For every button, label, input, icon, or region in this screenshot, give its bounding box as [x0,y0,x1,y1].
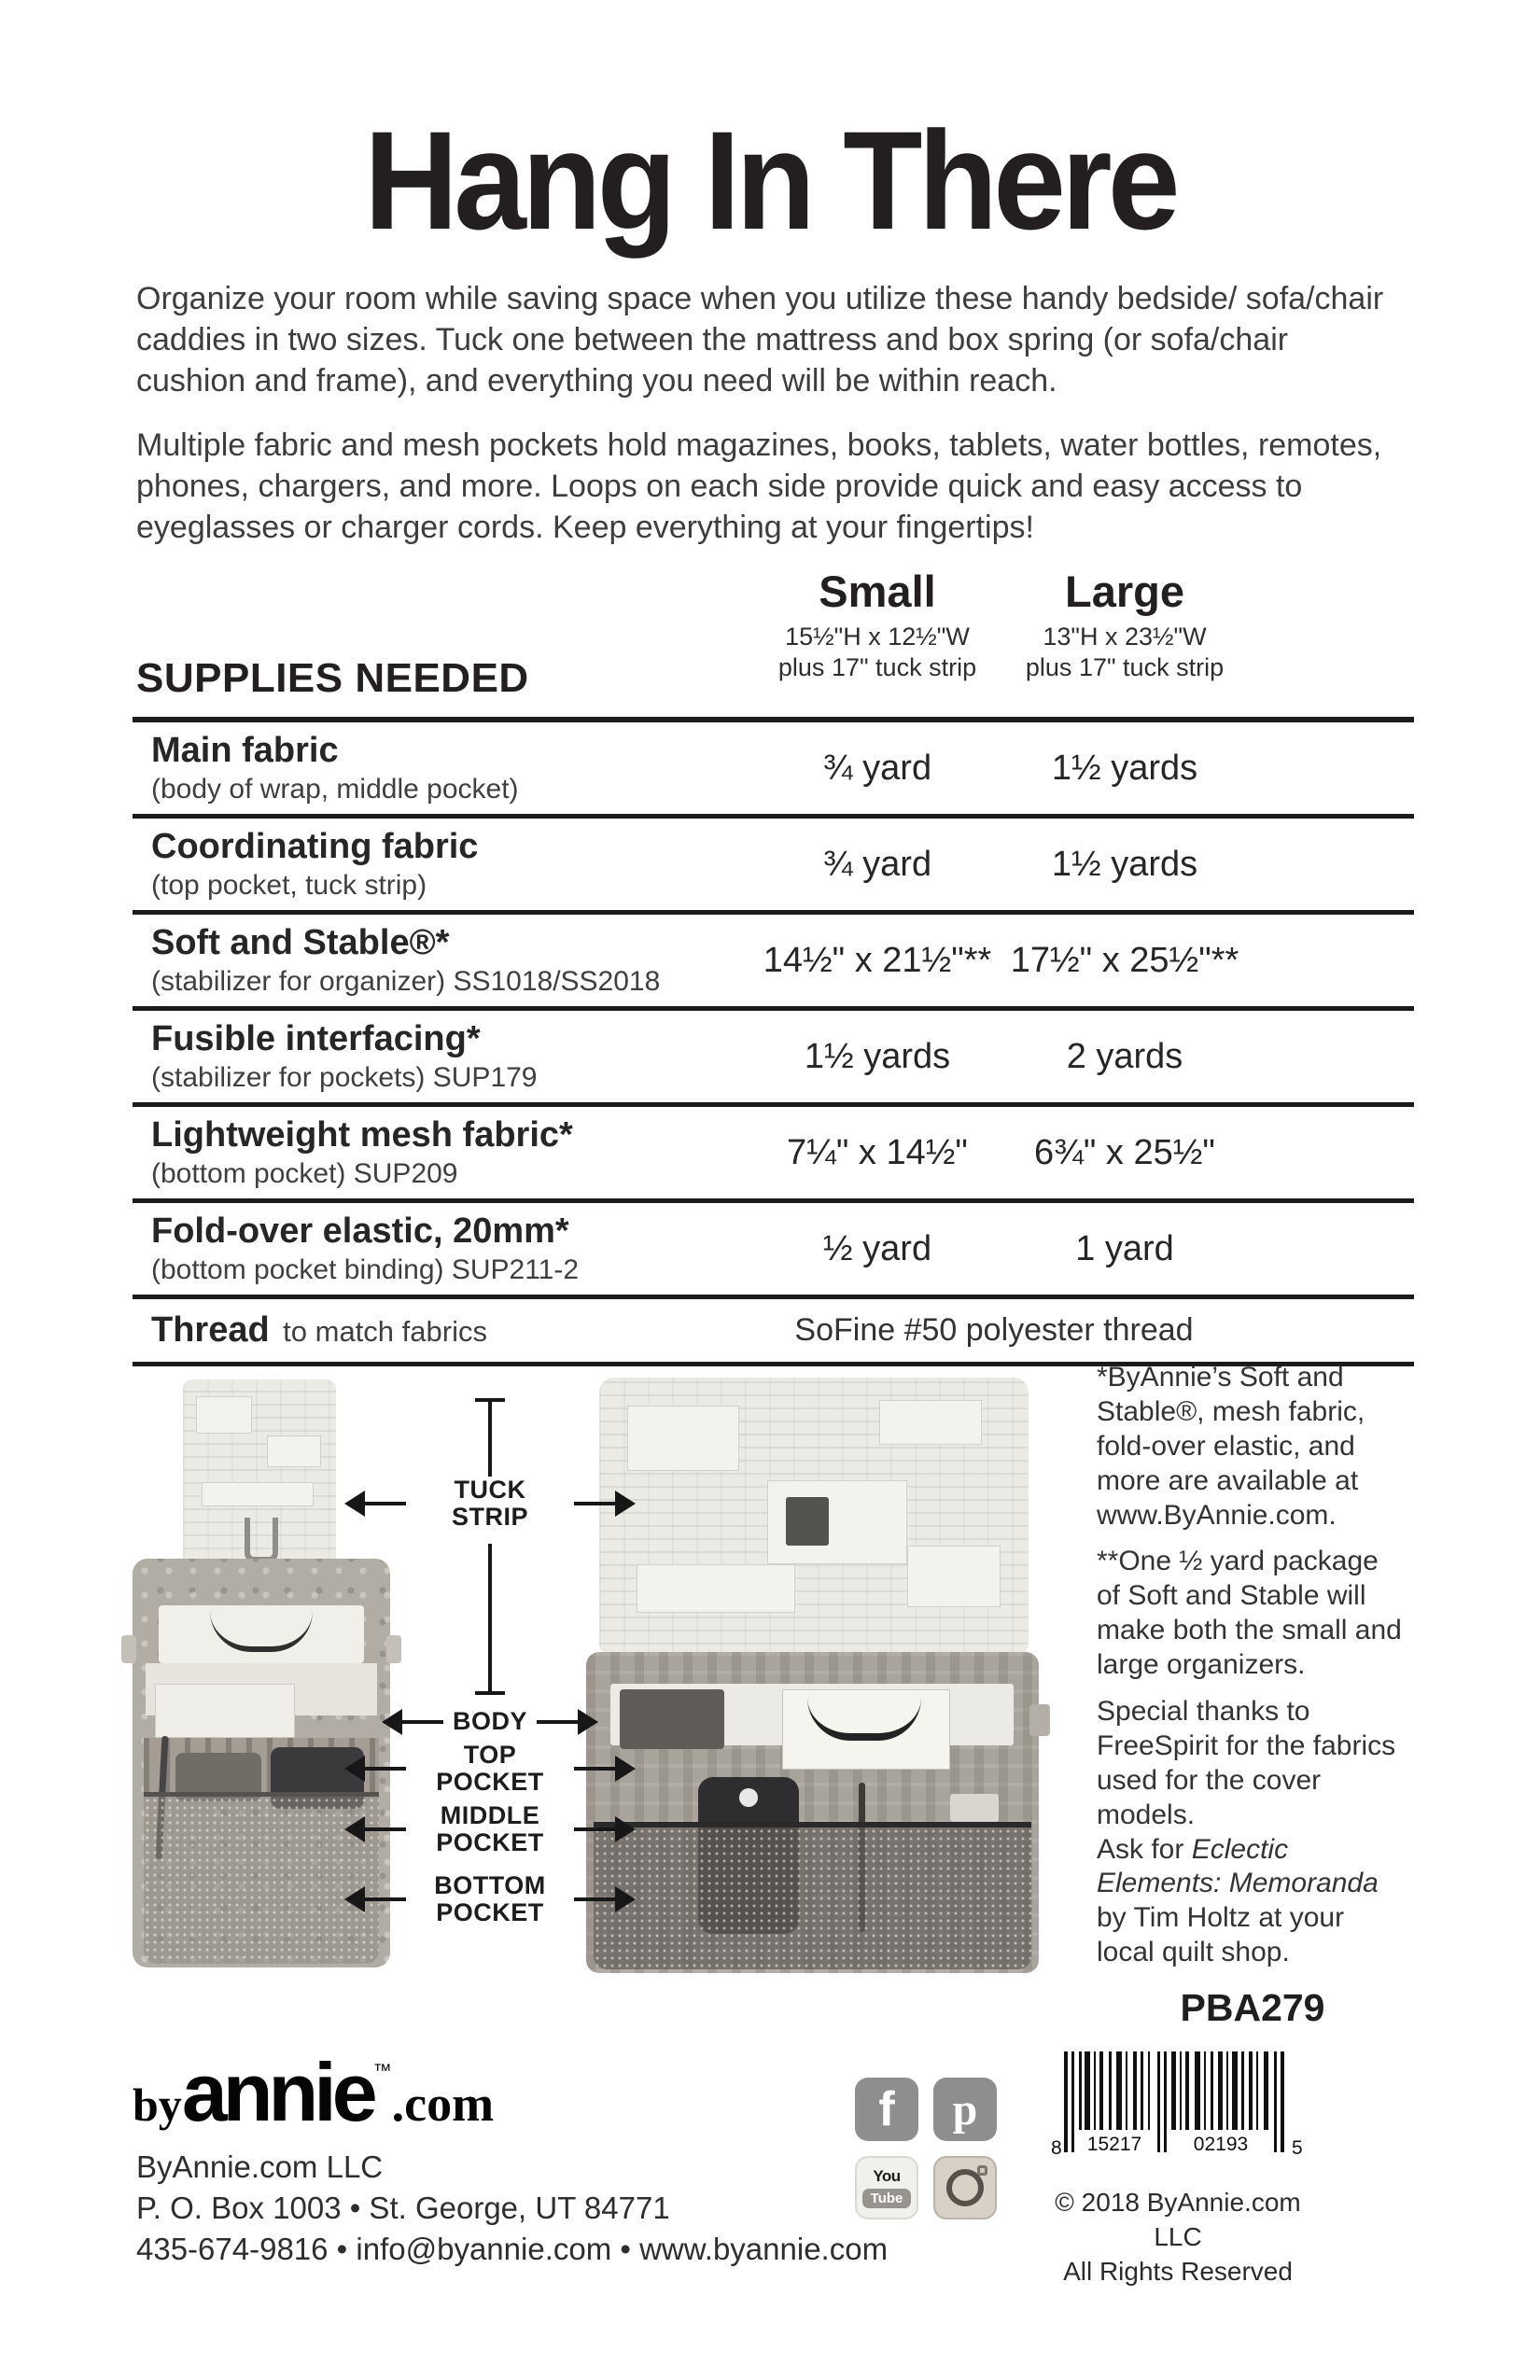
pattern-code: PBA279 [1180,1986,1325,2029]
small-value: ½ yard [822,1228,932,1268]
facebook-icon [855,2078,918,2141]
company-name: ByAnnie.com LLC [136,2149,384,2184]
fabric-patch [196,1396,252,1434]
intro-paragraph-2: Multiple fabric and mesh pockets hold magazines, books, tablets, water bottles, remotes, phones, chargers, and more. Loops on each side provide quick and easy access to eyeglasses or charger cords. Keep everything at your fingertips! [136,427,1382,545]
note-availability: *ByAnnie’s Soft and Stable®, mesh fabric, fold-over elastic, and more are available at www.ByAnnie.com. [1097,1362,1365,1531]
tuck-strip-dimension-line [488,1544,492,1695]
logo-com: .com [391,2076,495,2132]
upc-barcode [1047,2050,1309,2177]
top-pocket-papers [159,1605,364,1663]
byannie-logo [133,2046,495,2138]
barcode-right-digit: 5 [1292,2137,1303,2159]
supply-item-cell [133,731,747,805]
supplies-table [133,717,1414,1366]
supplies-heading: SUPPLIES NEEDED [136,655,529,701]
typewriter-stamp [786,1497,829,1546]
supply-item-cell [133,923,747,998]
supply-item-desc: (bottom pocket) SUP209 [151,1158,458,1189]
intro-text [136,278,1387,548]
eyeglasses-arc [210,1611,313,1652]
note-text: Ask for [1097,1833,1192,1865]
company-address-block [136,2147,888,2270]
youtube-you-text: You [873,2167,901,2185]
barcode-graphic [1047,2050,1309,2173]
diagram-label-text: MIDDLE POCKET [436,1801,544,1857]
column-name: Small [819,567,936,616]
bottom-mesh-pocket [594,1822,1031,1969]
graph-composition-card [782,1689,950,1770]
arrow-left-icon [400,1720,443,1724]
supply-item-cell [133,827,747,902]
label-bottom-pocket [355,1872,625,1926]
fabric-patch [637,1564,795,1613]
large-value: 1½ yards [1051,844,1198,884]
column-extra: plus 17" tuck strip [1025,653,1225,681]
youtube-tube-text: Tube [862,2189,912,2208]
supply-item-name: Thread [151,1310,270,1350]
copyright-line-1: © 2018 ByAnnie.com LLC [1055,2188,1301,2251]
barcode-group-1: 15217 [1086,2134,1142,2155]
arrow-left-icon [363,1767,406,1771]
tuck-strip-dimension-line [488,1398,492,1477]
supply-item-name: Fusible interfacing* [151,1019,481,1058]
supply-item-name: Lightweight mesh fabric* [151,1115,573,1155]
column-extra: plus 17" tuck strip [777,653,977,681]
instagram-flash-dot [977,2165,987,2176]
note-package: **One ½ yard package of Soft and Stable will make both the small and large organizers. [1097,1546,1402,1681]
arrow-right-icon [574,1827,617,1831]
large-value: 2 yards [1066,1036,1183,1076]
supply-item-desc: (stabilizer for pockets) SUP179 [151,1062,538,1093]
note-thanks: Special thanks to FreeSpirit for the fabrics used for the cover models. [1097,1696,1396,1830]
small-value: ¾ yard [822,748,932,788]
arrow-right-icon [574,1502,617,1505]
facebook-glyph: f [878,2082,895,2136]
table-row-thread [133,1299,1414,1366]
arrow-left-icon [363,1827,406,1831]
diagram-label-text: BODY [452,1707,527,1735]
small-value: 7¼" x 14½" [787,1132,968,1172]
fabric-patch [879,1400,982,1445]
table-row [133,915,1414,1011]
note-text: by Tim Holtz at your local quilt shop. [1097,1902,1345,1968]
pinterest-icon [933,2078,997,2141]
side-loop [1029,1704,1050,1736]
large-tuck-strip [599,1378,1029,1658]
large-value: 1 yard [1075,1228,1174,1268]
supply-item-desc: (body of wrap, middle pocket) [151,774,519,805]
youtube-icon [855,2156,918,2219]
table-row [133,819,1414,915]
fabric-patch [202,1482,314,1506]
column-header-small [747,566,1008,682]
large-organizer-photo [586,1376,1039,1973]
supply-item-name: Soft and Stable®* [151,923,450,962]
contact-line: 435-674-9816 • info@byannie.com • www.byannie.com [136,2231,889,2266]
fabric-collection-name: Eclectic Elements: Memoranda [1097,1833,1379,1899]
logo-annie: annie [181,2046,373,2138]
intro-paragraph-1: Organize your room while saving space when you utilize these handy bedside/ sofa/chair caddies in two sizes. Tuck one between the mattress and box spring (or sofa/chair cushion and frame), and everything you need will be within reach. [136,281,1384,399]
copyright-line-2: All Rights Reserved [1063,2256,1293,2286]
label-tuck-strip [355,1477,625,1531]
column-size: 13"H x 23½"W [1043,623,1207,651]
supply-item-cell [133,1115,747,1190]
label-body [355,1708,625,1735]
side-notes [1097,1361,1408,1970]
eraser [950,1794,999,1822]
supply-item-cell [133,1211,747,1286]
table-row [133,722,1414,819]
po-box-line: P. O. Box 1003 • St. George, UT 84771 [136,2190,670,2225]
table-row [133,1107,1414,1203]
small-value: 1½ yards [804,1036,951,1076]
barcode-group-2: 02193 [1193,2134,1249,2155]
pinterest-glyph: p [952,2084,978,2135]
large-value: 17½" x 25½"** [1010,940,1239,980]
supply-item-name: Coordinating fabric [151,827,479,866]
supply-item-cell [133,1019,747,1094]
label-middle-pocket [355,1802,625,1856]
social-icons [855,2078,997,2219]
arrow-right-icon [574,1897,617,1901]
fabric-patch [627,1406,739,1471]
instagram-icon [933,2156,997,2219]
copyright-notice [1047,2186,1309,2289]
column-header-large [1008,566,1241,682]
supply-item-cell [133,1310,747,1351]
column-name: Large [1065,567,1184,616]
supply-item-desc: (stabilizer for organizer) SS1018/SS2018 [151,966,661,997]
table-row [133,1011,1414,1107]
phone-home-button [739,1788,758,1807]
small-organizer-photo [131,1376,392,1967]
large-value: 6¾" x 25½" [1034,1132,1215,1172]
arrow-left-icon [363,1897,406,1901]
fabric-patch [267,1435,321,1467]
small-value: 14½" x 21½"** [763,940,992,980]
page-title: Hang In There [364,102,1176,259]
large-value: 1½ yards [1051,748,1198,788]
middle-pocket [155,1684,295,1738]
arrow-right-icon [537,1720,580,1724]
supply-item-name: Fold-over elastic, 20mm* [151,1211,569,1251]
logo-by: by [133,2079,182,2131]
thread-span-value: SoFine #50 polyester thread [794,1312,1194,1348]
barcode-left-digit: 8 [1051,2137,1062,2159]
side-loop [121,1635,136,1663]
arrow-right-icon [574,1767,617,1771]
supply-item-name: Main fabric [151,731,339,770]
pocket-diagram [355,1376,625,1992]
fabric-patch [907,1546,1001,1607]
column-size: 15½"H x 12½"W [785,623,970,651]
diagram-label-text: TUCK STRIP [451,1476,528,1532]
arrow-left-icon [363,1502,406,1505]
supply-item-desc: (bottom pocket binding) SUP211-2 [151,1254,580,1285]
trademark-symbol: ™ [372,2061,392,2081]
tuck-strip-loop [245,1518,278,1562]
note-fabric-line [1097,1833,1408,1971]
ink-arc [807,1698,921,1741]
diagram-label-text: BOTTOM POCKET [434,1871,546,1927]
diagram-label-text: TOP POCKET [436,1741,544,1797]
table-row [133,1203,1414,1299]
supply-item-desc: to match fabrics [283,1315,487,1348]
supply-item-desc: (top pocket, tuck strip) [151,870,427,901]
small-value: ¾ yard [822,844,932,884]
notebook [620,1689,724,1749]
label-top-pocket [355,1742,625,1796]
